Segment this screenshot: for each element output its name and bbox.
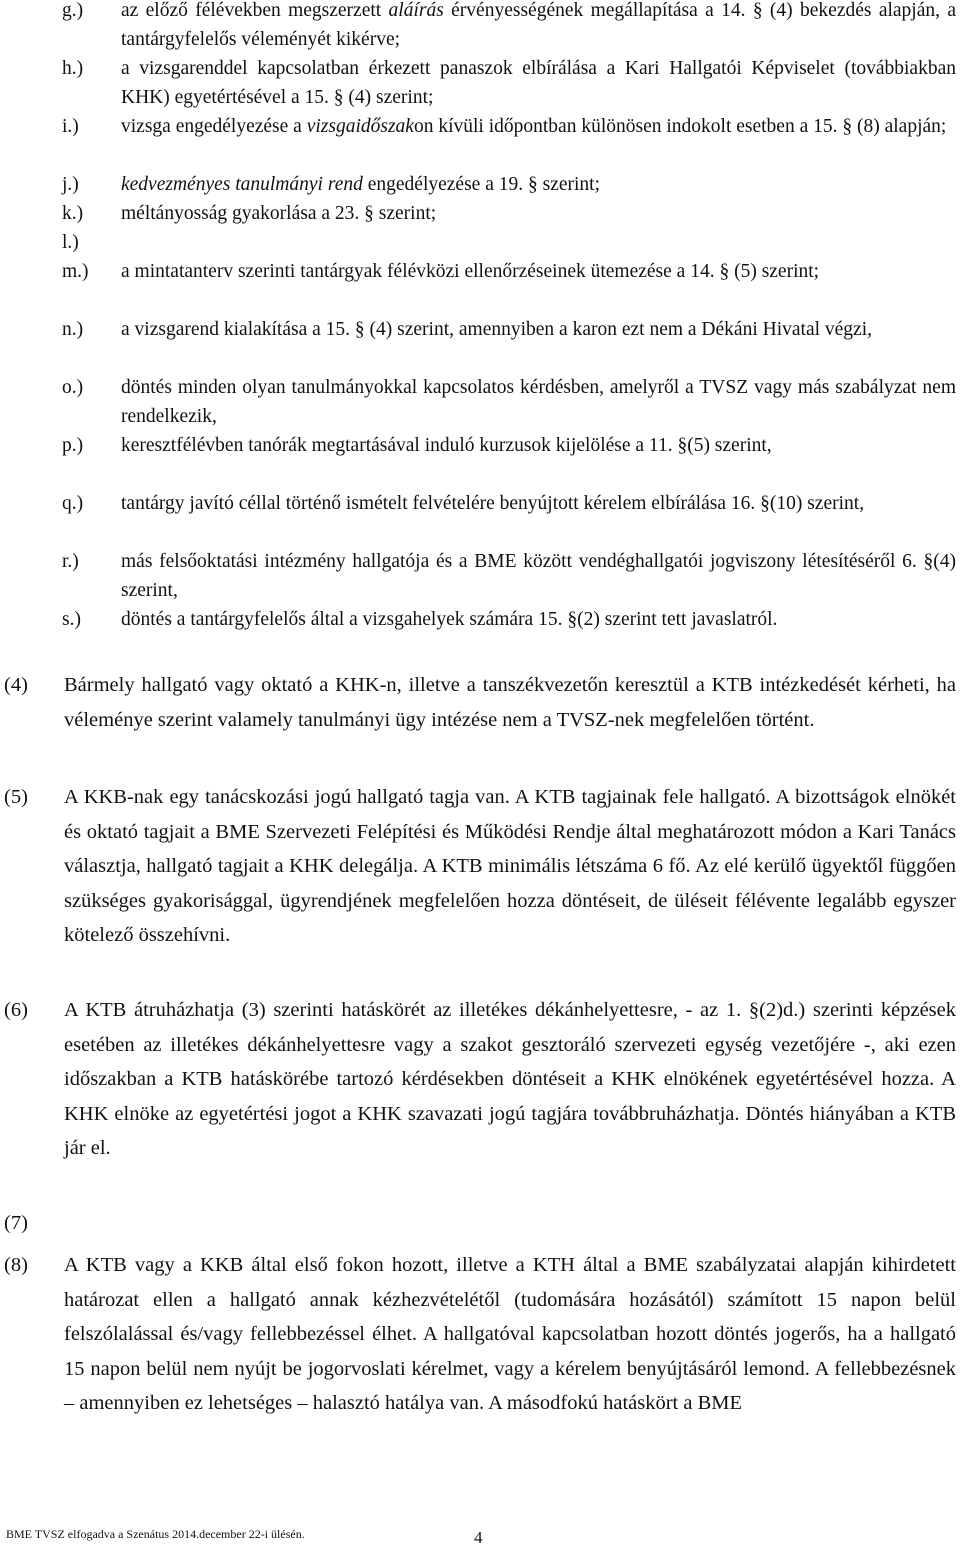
item-label: n.) xyxy=(62,319,84,340)
item-label: p.) xyxy=(62,435,84,456)
item-text: a vizsgarend kialakítása a 15. § (4) szerint, amennyiben a karon ezt nem a Dékáni Hivatal végzi, xyxy=(121,319,872,340)
paragraph-number: (8) xyxy=(4,1254,28,1276)
item-text: kedvezményes tanulmányi rend engedélyezése a 19. § szerint; xyxy=(121,174,601,195)
paragraph-number: (7) xyxy=(4,1212,28,1234)
item-label: r.) xyxy=(62,551,79,572)
item-text: a vizsgarenddel kapcsolatban érkezett panaszok elbírálása a Kari Hallgatói Képviselet (továbbiakban KHK) egyetértésével a 15. § (4) szerint; xyxy=(121,58,956,108)
page-number: 4 xyxy=(474,1528,483,1547)
item-label: k.) xyxy=(62,203,84,224)
paragraph-text: A KKB-nak egy tanácskozási jogú hallgató tagja van. A KTB tagjainak fele hallgató. A bizottságok elnökét és oktató tagjait a BME Szervezeti Felépítési és Működési Rendje által meghatározott módon a Kari Tanács választja, hallgató tagjait a KHK delegálja. A KTB minimális létszáma 6 fő. Az elé kerülő ügyektől függően szükséges gyakorisággal, ügyrendjének megfelelően hozza döntéseit, de üléseit félévente legalább egyszer kötelező összehívni. xyxy=(64,786,956,946)
item-label: o.) xyxy=(62,377,84,398)
item-label: q.) xyxy=(62,493,84,514)
item-label: i.) xyxy=(62,116,79,137)
item-label: l.) xyxy=(62,232,79,253)
item-text: döntés minden olyan tanulmányokkal kapcsolatos kérdésben, amelyről a TVSZ vagy más szabályzat nem rendelkezik, xyxy=(121,377,956,427)
item-text: döntés a tantárgyfelelős által a vizsgahelyek számára 15. §(2) szerint tett javaslatról. xyxy=(121,609,778,630)
paragraph-text: Bármely hallgató vagy oktató a KHK-n, illetve a tanszékvezetőn keresztül a KTB intézkedését kérheti, ha véleménye szerint valamely tanulmányi ügy intézése nem a TVSZ-nek megfelelően történt. xyxy=(64,674,956,731)
item-text: az előző félévekben megszerzett aláírás érvényességének megállapítása a 14. § (4) bekezdés alapján, a tantárgyfelelős véleményét kikérve; xyxy=(121,0,956,50)
item-label: g.) xyxy=(62,0,84,21)
paragraph-number: (5) xyxy=(4,786,28,808)
item-text: más felsőoktatási intézmény hallgatója és a BME között vendéghallgatói jogviszony létesítéséről 6. §(4) szerint, xyxy=(121,551,956,601)
paragraph-text: A KTB vagy a KKB által első fokon hozott, illetve a KTH által a BME szabályzatai alapján kihirdetett határozat ellen a hallgató annak kézhezvételétől (tudomására hozásától) számított 15 napon belül felszólalással és/vagy fellebbezéssel élhet. A hallgatóval kapcsolatban hozott döntés jogerős, ha a hallgató 15 napon belül nem nyújt be jogorvoslati kérelmet, vagy a kérelem benyújtásáról lemond. A fellebbezésnek – amennyiben ez lehetséges – halasztó hatálya van. A másodfokú hatáskört a BME xyxy=(64,1254,956,1414)
item-label: h.) xyxy=(62,58,84,79)
item-text: keresztfélévben tanórák megtartásával induló kurzusok kijelölése a 11. §(5) szerint, xyxy=(121,435,772,456)
paragraph-number: (4) xyxy=(4,674,28,696)
item-text: vizsga engedélyezése a vizsgaidőszakon kívüli időpontban különösen indokolt esetben a 15. § (8) alapján; xyxy=(121,116,947,137)
item-label: j.) xyxy=(62,174,79,195)
item-label: s.) xyxy=(62,609,81,630)
item-text: a mintatanterv szerinti tantárgyak félévközi ellenőrzéseinek ütemezése a 14. § (5) szerint; xyxy=(121,261,820,282)
item-text: tantárgy javító céllal történő ismételt felvételére benyújtott kérelem elbírálása 16. §(10) szerint, xyxy=(121,493,865,514)
item-label: m.) xyxy=(62,261,89,282)
paragraph-number: (6) xyxy=(4,999,28,1021)
item-text: méltányosság gyakorlása a 23. § szerint; xyxy=(121,203,437,224)
footer-note: BME TVSZ elfogadva a Szenátus 2014.december 22-i ülésén. xyxy=(6,1527,305,1541)
paragraph-text: A KTB átruházhatja (3) szerinti hatáskörét az illetékes dékánhelyettesre, - az 1. §(2)d.) szerinti képzések esetében az illetékes dékánhelyettesre vagy a szakot gesztoráló szervezeti egység vezetőjére -, aki ezen időszakban a KTB hatáskörébe tartozó kérdésekben döntéseit a KHK elnökének egyetértésével hozza. A KHK elnöke az egyetértési jogot a KHK szavazati jogú tagjára továbbruházhatja. Döntés hiányában a KTB jár el. xyxy=(64,999,956,1159)
